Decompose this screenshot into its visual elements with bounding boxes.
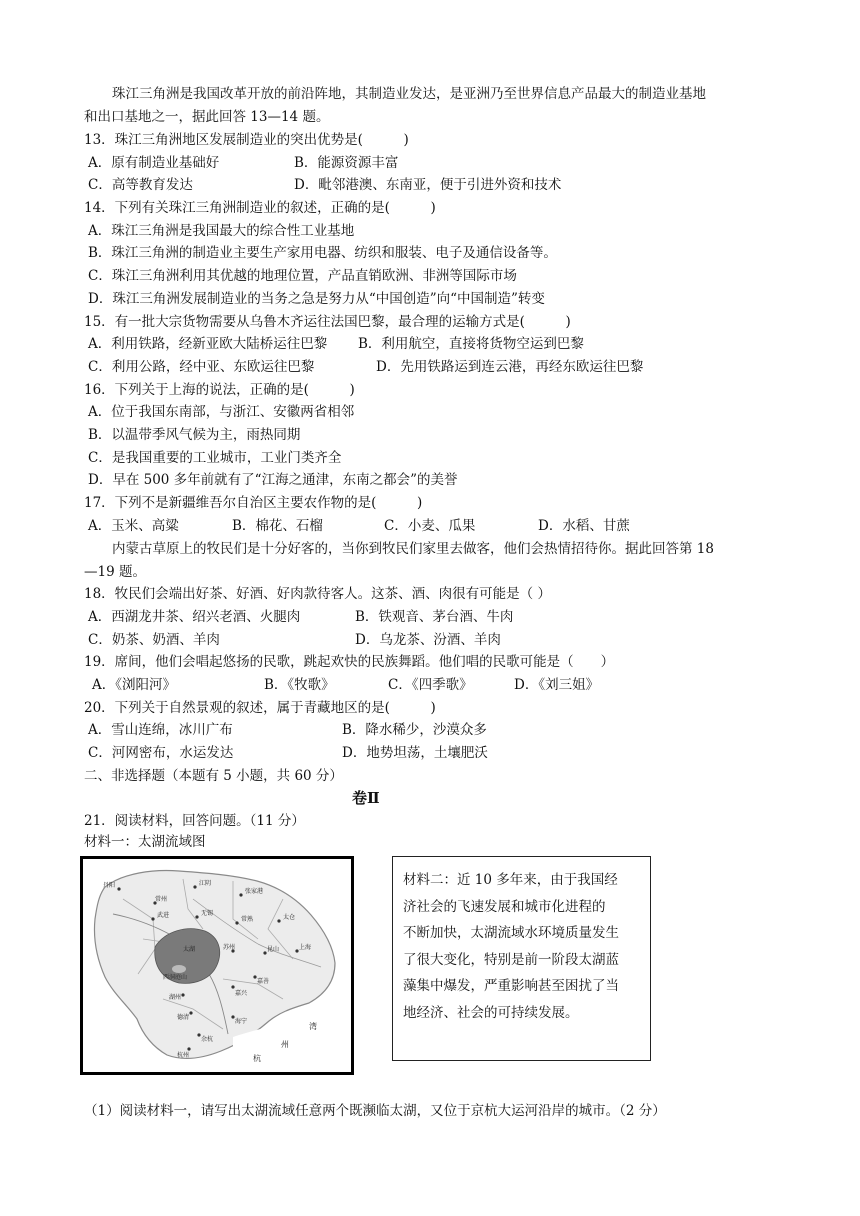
map-label: 余杭 — [201, 1036, 214, 1043]
option-14-a[interactable]: A．珠江三角洲是我国最大的综合性工业基地 — [88, 223, 355, 239]
question-13-stem: 13．珠江三角洲地区发展制造业的突出优势是( ) — [84, 132, 409, 148]
option-15-d[interactable]: D．先用铁路运到连云港，再经东欧运往巴黎 — [376, 359, 644, 375]
intro-text-line: 和出口基地之一，据此回答 13—14 题。 — [84, 109, 330, 125]
map-label: 无锡 — [201, 910, 214, 917]
taihu-map-drawing — [83, 859, 351, 1072]
question-19-stem: 19．席间，他们会唱起悠扬的民歌，跳起欢快的民族舞蹈。他们唱的民歌可能是（ ） — [84, 654, 615, 670]
option-13-d[interactable]: D．毗邻港澳、东南亚，便于引进外资和技术 — [294, 177, 562, 193]
material-1-title: 材料一：太湖流域图 — [84, 834, 206, 850]
material-2-line: 济社会的飞速发展和城市化进程的 — [403, 898, 606, 915]
option-18-c[interactable]: C．奶茶、奶酒、羊肉 — [88, 632, 220, 648]
option-13-b[interactable]: B．能源资源丰富 — [294, 155, 399, 171]
section-heading: 二、非选择题（本题有 5 小题，共 60 分） — [84, 768, 343, 784]
option-15-a[interactable]: A．利用铁路，经新亚欧大陆桥运往巴黎 — [88, 336, 328, 352]
question-20-stem: 20．下列关于自然景观的叙述，属于青藏地区的是( ) — [84, 700, 436, 716]
option-14-c[interactable]: C．珠江三角洲利用其优越的地理位置，产品直销欧洲、非洲等国际市场 — [88, 268, 517, 284]
question-16-stem: 16．下列关于上海的说法，正确的是( ) — [84, 382, 355, 398]
map-label: 德清 — [177, 1014, 190, 1021]
map-label: 湖州 — [169, 994, 182, 1001]
option-18-d[interactable]: D．乌龙茶、汾酒、羊肉 — [355, 632, 501, 648]
map-label: 州 — [281, 1040, 289, 1049]
map-label: 西洞庭山 — [163, 974, 188, 981]
option-17-d[interactable]: D．水稻、甘蔗 — [538, 518, 630, 534]
option-16-d[interactable]: D．早在 500 多年前就有了“江海之通津，东南之都会”的美誉 — [88, 472, 458, 488]
option-19-a[interactable]: A．《浏阳河》 — [92, 677, 176, 693]
map-label: 嘉善 — [257, 978, 270, 985]
map-label: 常州 — [155, 896, 168, 903]
question-21-stem: 21．阅读材料，回答问题。（11 分） — [84, 813, 305, 829]
option-20-d[interactable]: D．地势坦荡，土壤肥沃 — [342, 745, 488, 761]
option-20-b[interactable]: B．降水稀少，沙漠众多 — [342, 722, 487, 738]
map-label: 海宁 — [235, 1018, 248, 1025]
option-15-c[interactable]: C．利用公路，经中亚、东欧运往巴黎 — [88, 359, 315, 375]
option-14-d[interactable]: D．珠江三角洲发展制造业的当务之急是努力从“中国创造”向“中国制造”转变 — [88, 291, 545, 307]
material-2-line: 材料二：近 10 多年来，由于我国经 — [403, 872, 618, 888]
intro-text-line: 内蒙古草原上的牧民们是十分好客的，当你到牧民们家里去做客，他们会热情招待你。据此回答第 18 — [112, 541, 714, 557]
map-label: 常熟 — [241, 916, 254, 923]
map-label: 湾 — [309, 1022, 317, 1031]
map-label: 江阴 — [199, 880, 212, 887]
map-label: 丹阳 — [103, 882, 116, 889]
question-21-sub-1: （1）阅读材料一，请写出太湖流域任意两个既濒临太湖，又位于京杭大运河沿岸的城市。（2 分） — [84, 1103, 666, 1119]
option-18-b[interactable]: B．铁观音、茅台酒、牛肉 — [355, 609, 514, 625]
option-19-c[interactable]: C．《四季歌》 — [388, 677, 473, 693]
map-label: 嘉兴 — [235, 990, 248, 997]
map-label: 杭州 — [177, 1052, 190, 1059]
option-20-a[interactable]: A．雪山连绵，冰川广布 — [88, 722, 233, 738]
volume-heading: 卷Ⅱ — [352, 789, 380, 807]
option-16-b[interactable]: B．以温带季风气候为主，雨热同期 — [88, 427, 301, 443]
option-17-c[interactable]: C．小麦、瓜果 — [384, 518, 476, 534]
question-17-stem: 17．下列不是新疆维吾尔自治区主要农作物的是( ) — [84, 495, 423, 511]
map-label: 上海 — [299, 944, 312, 951]
option-13-c[interactable]: C．高等教育发达 — [88, 177, 193, 193]
material-2-line: 了很大变化，特别是前一阶段太湖蓝 — [403, 951, 619, 968]
taihu-basin-map — [80, 856, 354, 1075]
material-2-line: 地经济、社会的可持续发展。 — [403, 1004, 579, 1021]
material-2-line: 不断加快，太湖流域水环境质量发生 — [403, 925, 619, 941]
option-18-a[interactable]: A．西湖龙井茶、绍兴老酒、火腿肉 — [88, 609, 301, 625]
map-label: 张家港 — [245, 888, 264, 895]
option-16-c[interactable]: C．是我国重要的工业城市，工业门类齐全 — [88, 450, 342, 466]
map-label: 太湖 — [183, 946, 196, 953]
option-19-d[interactable]: D．《刘三姐》 — [514, 677, 600, 693]
map-label: 杭 — [253, 1054, 261, 1063]
question-18-stem: 18．牧民们会端出好茶、好酒、好肉款待客人。这茶、酒、肉很有可能是（ ） — [84, 586, 551, 602]
intro-text-line: 珠江三角洲是我国改革开放的前沿阵地，其制造业发达，是亚洲乃至世界信息产品最大的制造业基地 — [112, 86, 706, 102]
option-15-b[interactable]: B．利用航空，直接将货物空运到巴黎 — [358, 336, 584, 352]
xishan-island — [172, 965, 186, 973]
option-17-a[interactable]: A．玉米、高粱 — [88, 518, 179, 534]
question-14-stem: 14．下列有关珠江三角洲制造业的叙述，正确的是( ) — [84, 200, 436, 216]
map-label: 太仓 — [283, 914, 296, 921]
option-20-c[interactable]: C．河网密布，水运发达 — [88, 745, 234, 761]
option-17-b[interactable]: B．棉花、石榴 — [232, 518, 323, 534]
question-15-stem: 15．有一批大宗货物需要从乌鲁木齐运往法国巴黎，最合理的运输方式是( ) — [84, 314, 571, 330]
option-19-b[interactable]: B．《牧歌》 — [264, 677, 335, 693]
option-14-b[interactable]: B．珠江三角洲的制造业主要生产家用电器、纺织和服装、电子及通信设备等。 — [88, 245, 557, 261]
option-13-a[interactable]: A．原有制造业基础好 — [88, 155, 220, 171]
map-label: 苏州 — [223, 944, 236, 951]
material-2-box — [392, 856, 651, 1061]
option-16-a[interactable]: A．位于我国东南部，与浙江、安徽两省相邻 — [88, 404, 355, 420]
intro-text-line: —19 题。 — [84, 564, 146, 580]
map-label: 昆山 — [267, 946, 280, 953]
material-2-line: 藻集中爆发，严重影响甚至困扰了当 — [403, 978, 619, 994]
map-label: 武进 — [157, 912, 170, 919]
